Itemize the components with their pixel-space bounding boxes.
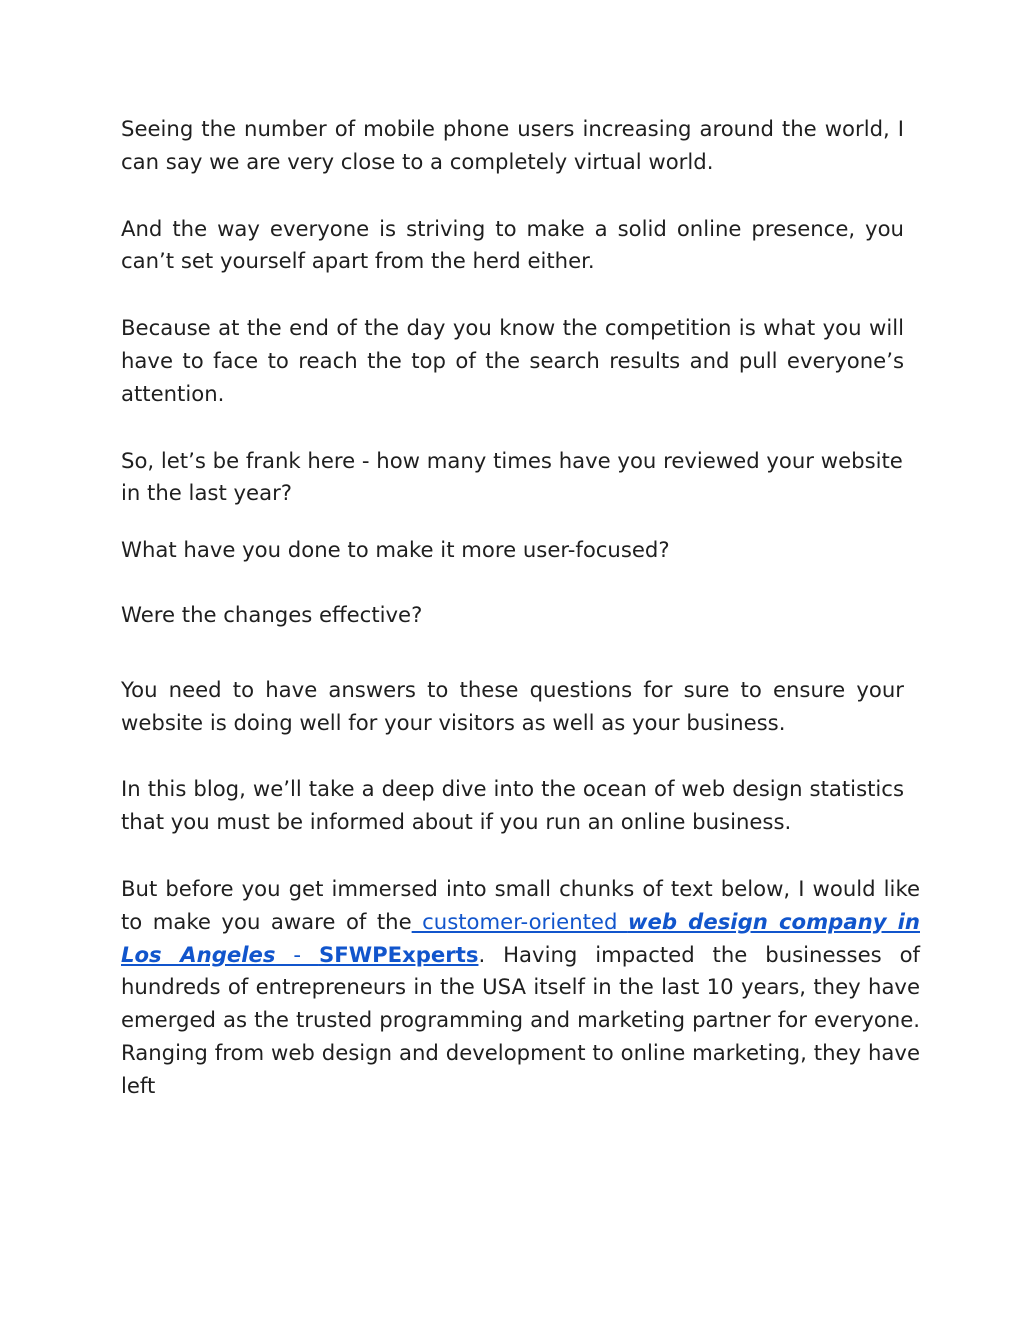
text-after-link: . Having impacted the businesses of hundreds of entrepreneurs in the USA itself in the last 10 years, they have emerged as the trusted programming and marketing partner for everyone. Ranging from web design and development to online marketing, they have left — [121, 941, 920, 1098]
paragraph-question-effective: Were the changes effective? — [121, 601, 423, 627]
company-link-sfwpexperts[interactable]: SFWPExperts — [318, 941, 479, 967]
company-link-web-design[interactable]: web design company in Los Angeles — [121, 908, 920, 967]
paragraph-company-mention — [121, 873, 920, 1103]
document-body — [121, 113, 920, 1103]
paragraph-online-presence: And the way everyone is striving to make a solid online presence, you can’t set yourself apart from the herd either. — [121, 215, 904, 274]
paragraph-answers: You need to have answers to these questions for sure to ensure your website is doing well for your visitors as well as your business. — [121, 676, 904, 735]
paragraph-intro: Seeing the number of mobile phone users increasing around the world, I can say we are very close to a completely virtual world. — [121, 116, 904, 174]
paragraph-competition: Because at the end of the day you know the competition is what you will have to face to reach the top of the search results and pull everyone’s attention. — [121, 315, 904, 406]
company-link-separator[interactable]: - — [275, 941, 319, 967]
company-link-prefix[interactable]: customer-oriented — [411, 908, 628, 934]
text-before-link: But before you get immersed into small chunks of text below, I would like to make you aware of the — [121, 875, 920, 934]
paragraph-blog-intro: In this blog, we’ll take a deep dive into the ocean of web design statistics that you must be informed about if you run an online business. — [121, 776, 904, 835]
paragraph-question-review: So, let’s be frank here - how many times have you reviewed your website in the last year? — [121, 447, 903, 506]
paragraph-question-user-focused: What have you done to make it more user-focused? — [121, 537, 670, 563]
